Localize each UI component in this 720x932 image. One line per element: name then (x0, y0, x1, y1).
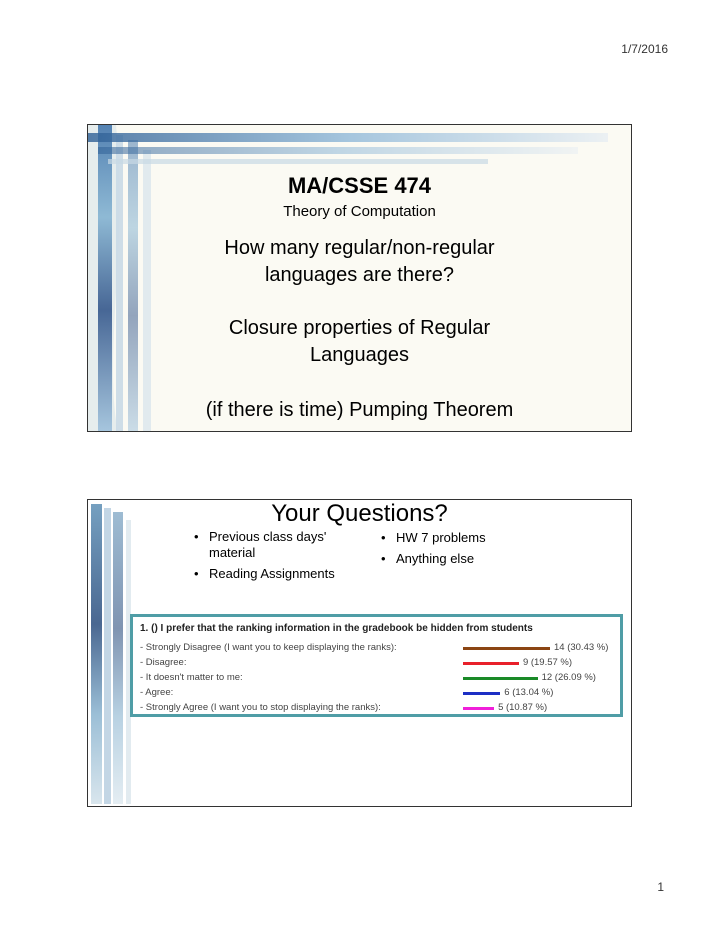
header-date: 1/7/2016 (621, 42, 668, 56)
poll-option-label: - Strongly Agree (I want you to stop displaying the ranks): (140, 702, 381, 713)
closure-line-2: Languages (310, 344, 409, 366)
slide-1-title: MA/CSSE 474 (287, 173, 432, 198)
poll-bar (463, 692, 500, 695)
question-line-1: How many regular/non-regular (224, 237, 495, 259)
closure-line-1: Closure properties of Regular (228, 317, 491, 339)
page-number: 1 (657, 880, 664, 894)
poll-option-label: - Agree: (140, 687, 174, 698)
poll-value: 5 (10.87 %) (498, 702, 548, 713)
poll-row (140, 657, 615, 671)
poll-option-label: - Strongly Disagree (I want you to keep displaying the ranks): (140, 642, 397, 653)
poll-option-label: - Disagree: (140, 657, 187, 668)
slide-2-title: Your Questions? (271, 500, 448, 527)
slide-1-subtitle: Theory of Computation (283, 203, 436, 220)
question-text (88, 235, 631, 289)
bullet-item: • Previous class days' material (191, 529, 371, 561)
question-line-2: languages are there? (264, 264, 455, 286)
poll-row (140, 687, 615, 701)
poll-results-panel (130, 614, 623, 717)
bullet-list-right (378, 530, 528, 572)
poll-bar (463, 647, 550, 650)
poll-question: 1. () I prefer that the ranking information in the gradebook be hidden from students (140, 623, 533, 634)
poll-row (140, 642, 615, 656)
poll-bar (463, 677, 538, 680)
poll-value: 12 (26.09 %) (541, 672, 596, 683)
bullet-item: • Anything else (378, 551, 528, 567)
poll-option-label: - It doesn't matter to me: (140, 672, 243, 683)
slide-2 (87, 499, 632, 807)
poll-row (140, 702, 615, 716)
poll-row (140, 672, 615, 686)
poll-bar (463, 707, 494, 710)
poll-value: 9 (19.57 %) (522, 657, 573, 668)
poll-value: 6 (13.04 %) (504, 687, 554, 698)
bullet-item: • HW 7 problems (378, 530, 528, 546)
slide-1 (87, 124, 632, 432)
pumping-theorem-text: (if there is time) Pumping Theorem (205, 399, 514, 421)
closure-text (88, 315, 631, 369)
bullet-item: • Reading Assignments (191, 566, 371, 582)
poll-bar (463, 662, 519, 665)
bullet-list-left (191, 529, 371, 587)
poll-value: 14 (30.43 %) (554, 642, 609, 653)
